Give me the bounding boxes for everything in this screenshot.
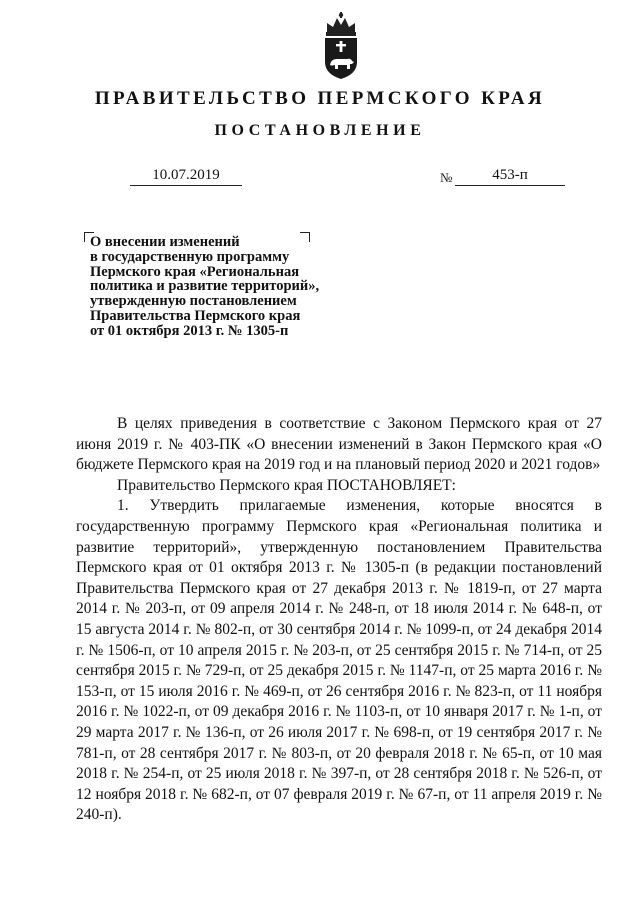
document-type: ПОСТАНОВЛЕНИЕ — [214, 122, 426, 139]
subject-line: утвержденную постановлением — [90, 293, 297, 310]
document-date: 10.07.2019 — [130, 165, 242, 186]
subject-line: политика и развитие территорий», — [90, 278, 320, 295]
body-paragraph-preamble: В целях приведения в соответствие с Законом Пермского края от 27 июня 2019 г. № 403-ПК «О внесении изменений в Закон Пермского края «О бюджете Пермского края на 2019 год и на плановый период 2020 и 2021 годов» — [76, 415, 602, 474]
subject-line: от 01 октября 2013 г. № 1305-п — [90, 322, 289, 339]
subject-line: в государственную программу — [90, 248, 290, 265]
subject-line: О внесении изменений — [90, 234, 240, 250]
document-number: 453-п — [455, 165, 565, 186]
perm-krai-coat-of-arms-icon — [321, 10, 361, 80]
subject-line: Пермского края «Региональная — [90, 263, 300, 280]
government-title: ПРАВИТЕЛЬСТВО ПЕРМСКОГО КРАЯ — [94, 88, 546, 109]
body-paragraph-resolves: Правительство Пермского края ПОСТАНОВЛЯЕТ: — [117, 476, 456, 494]
document-body — [76, 414, 602, 826]
subject-line: Правительства Пермского края — [90, 307, 301, 324]
body-paragraph-item-1: 1. Утвердить прилагаемые изменения, которые вносятся в государственную программу Пермского края «Региональная политика и развитие территорий», утвержденную постановлением Правительства Пермского края от 01 октября 2013 г. № 1305-п (в редакции постановлений Правительства Пермского края от 27 декабря 2013 г. № 1819-п, от 27 марта 2014 г. № 203-п, от 09 апреля 2014 г. № 248-п, от 18 июля 2014 г. № 648-п, от 15 августа 2014 г. № 802-п, от 30 сентября 2014 г. № 1099-п, от 24 декабря 2014 г. № 1506-п, от 10 апреля 2015 г. № 203-п, от 25 сентября 2015 г. № 714-п, от 25 сентября 2015 г. № 729-п, от 25 декабря 2015 г. № 1147-п, от 25 марта 2016 г. № 153-п, от 15 июля 2016 г. № 469-п, от 26 сентября 2016 г. № 823-п, от 11 ноября 2016 г. № 1022-п, от 09 декабря 2016 г. № 1103-п, от 10 января 2017 г. № 1-п, от 29 марта 2017 г. № 136-п, от 26 июля 2017 г. № 698-п, от 19 сентября 2017 г. № 781-п, от 28 сентября 2017 г. № 803-п, от 20 февраля 2018 г. № 65-п, от 10 мая 2018 г. № 254-п, от 25 июля 2018 г. № 397-п, от 28 сентября 2018 г. № 526-п, от 12 ноября 2018 г. № 682-п, от 07 февраля 2019 г. № 67-п, от 11 апреля 2019 г. № 240-п). — [76, 497, 602, 824]
number-label: № — [440, 170, 453, 185]
document-subject — [90, 235, 350, 339]
